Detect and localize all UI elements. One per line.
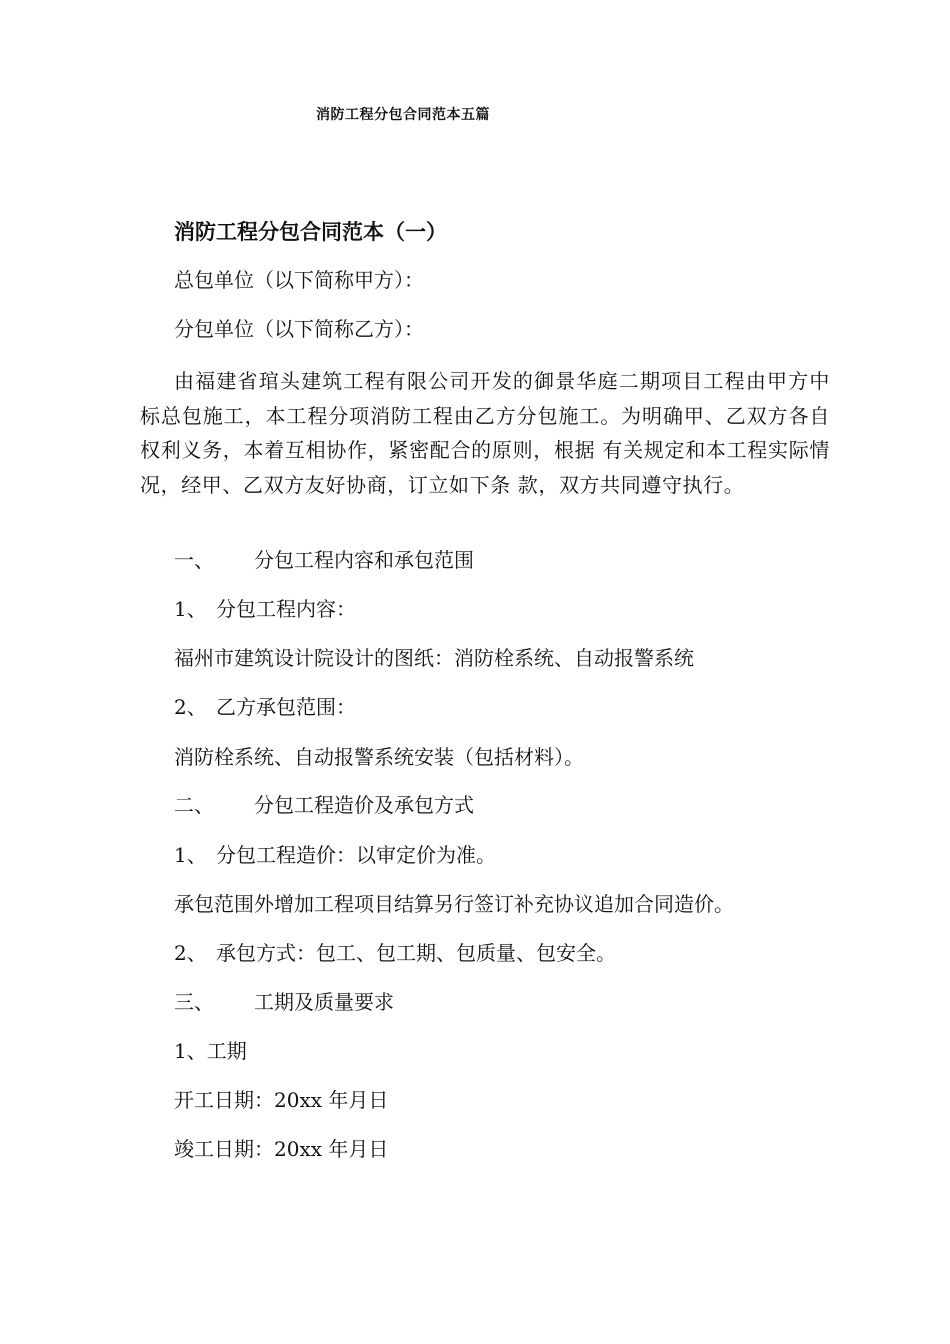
general-contractor-line: 总包单位（以下简称甲方）：: [174, 268, 424, 292]
section-2-number: 二、: [174, 793, 214, 817]
section-2-item-1-text: 承包范围外增加工程项目结算另行签订补充协议追加合同造价。: [174, 892, 734, 916]
section-2-item-1: [174, 840, 496, 870]
page-header: 消防工程分包合同范本五篇: [316, 107, 490, 123]
section-1-title: 分包工程内容和承包范围: [254, 548, 474, 572]
item-label: 乙方承包范围：: [216, 695, 356, 719]
section-2-title: 分包工程造价及承包方式: [254, 793, 474, 817]
section-2-heading: [174, 790, 474, 820]
intro-paragraph: 由福建省琯头建筑工程有限公司开发的御景华庭二期项目工程由甲方中标总包施工，本工程分项消防工程由乙方分包施工。为明确甲、乙双方各自权利义务，本着互相协作，紧密配合的原则，根据 有关规定和本工程实际情况，经甲、乙双方友好协商，订立如下条 款，双方共同遵守执行。: [140, 369, 830, 497]
item-label: 承包方式：包工、包工期、包质量、包安全。: [216, 941, 616, 965]
section-1-item-1-text: 福州市建筑设计院设计的图纸：消防栓系统、自动报警系统: [174, 646, 694, 670]
section-1-item-2: [174, 692, 356, 722]
section-3-title: 工期及质量要求: [254, 990, 394, 1014]
section-3-item-1: 1、工期: [174, 1039, 247, 1063]
item-number: 2、: [174, 695, 207, 719]
item-label: 分包工程造价：以审定价为准。: [216, 843, 496, 867]
item-number: 1、: [174, 597, 207, 621]
section-3-number: 三、: [174, 990, 214, 1014]
start-date-line: 开工日期：20xx 年月日: [174, 1088, 389, 1112]
section-1-number: 一、: [174, 548, 214, 572]
section-2-item-2: [174, 938, 616, 968]
item-label: 分包工程内容：: [216, 597, 356, 621]
section-1-item-1: [174, 594, 356, 624]
item-number: 2、: [174, 941, 207, 965]
section-3-heading: [174, 987, 394, 1017]
item-number: 1、: [174, 843, 207, 867]
subcontractor-line: 分包单位（以下简称乙方）：: [174, 317, 424, 341]
contract-title: 消防工程分包合同范本（一）: [174, 220, 447, 244]
section-1-heading: [174, 545, 474, 575]
section-1-item-2-text: 消防栓系统、自动报警系统安装（包括材料）。: [174, 745, 584, 769]
end-date-line: 竣工日期：20xx 年月日: [174, 1137, 389, 1161]
